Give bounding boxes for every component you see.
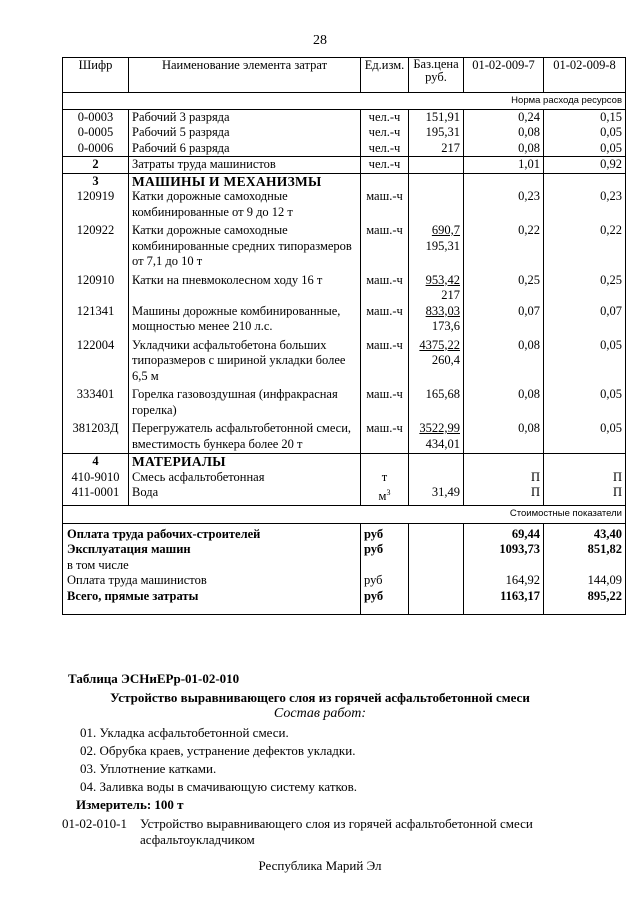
row-code: 0-0006 <box>63 141 129 157</box>
table-row <box>63 387 626 421</box>
row-price: 165,68 <box>409 387 464 421</box>
cost-label: Стоимостные показатели <box>63 505 626 523</box>
cost-row <box>63 505 626 523</box>
row-code: 381203Д <box>63 421 129 454</box>
row-value-2: 0,07 <box>544 304 626 338</box>
row-price <box>409 304 464 338</box>
row-unit: маш.-ч <box>361 189 409 223</box>
row-name: Рабочий 6 разряда <box>129 141 361 157</box>
row-code: 120922 <box>63 223 129 273</box>
table-row <box>63 223 626 273</box>
section-title: МАТЕРИАЛЫ <box>129 454 361 470</box>
row-unit: маш.-ч <box>361 338 409 388</box>
row-value-1: 0,07 <box>464 304 544 338</box>
summary-row <box>63 573 626 589</box>
table-row <box>63 141 626 157</box>
row-name: Затраты труда машинистов <box>129 157 361 174</box>
row-name: Смесь асфальтобетонная <box>129 470 361 486</box>
row-code: 120919 <box>63 189 129 223</box>
row-value-2: 0,05 <box>544 338 626 388</box>
row-price-operator: 195,31 <box>425 238 460 253</box>
row-code: 122004 <box>63 338 129 388</box>
resource-table <box>62 57 626 615</box>
row-price-operator: 173,6 <box>431 319 460 333</box>
footer-region: Республика Марий Эл <box>258 858 382 873</box>
summary-value-2: 851,82 <box>544 542 626 558</box>
row-code: 0-0005 <box>63 125 129 141</box>
summary-value-2: 43,40 <box>544 523 626 542</box>
row-price-operator: 217 <box>441 288 460 302</box>
summary-unit: руб <box>361 589 409 615</box>
norm-row <box>63 93 626 110</box>
header-price: Баз.цена руб. <box>409 58 464 93</box>
row-value-1: 1,01 <box>464 157 544 174</box>
row-value-2: 0,15 <box>544 109 626 125</box>
table-row <box>63 304 626 338</box>
row-value-1: 0,08 <box>464 141 544 157</box>
row-value-2: 0,23 <box>544 189 626 223</box>
row-unit: чел.-ч <box>361 125 409 141</box>
row-price <box>409 273 464 304</box>
row-price-machine: 833,03 <box>425 303 460 318</box>
summary-name: Оплата труда машинистов <box>63 573 361 589</box>
row-name: Перегружатель асфальтобетонной смеси, вместимость бункера более 20 т <box>129 421 361 454</box>
row-value-2: 0,05 <box>544 421 626 454</box>
header-unit: Ед.изм. <box>361 58 409 93</box>
row-price-machine: 953,42 <box>425 272 460 287</box>
row-price <box>409 223 464 273</box>
row-unit <box>361 485 409 505</box>
row-unit: т <box>361 470 409 486</box>
row-unit: чел.-ч <box>361 157 409 174</box>
row-value-2: П <box>544 485 626 505</box>
row-value-1: 0,25 <box>464 273 544 304</box>
table-row <box>63 338 626 388</box>
row-unit-base: м <box>378 489 387 504</box>
header-col2: 01-02-009-8 <box>544 58 626 93</box>
row-value-1: П <box>464 470 544 486</box>
summary-name: в том числе <box>63 558 361 574</box>
row-price <box>409 338 464 388</box>
row-unit: маш.-ч <box>361 304 409 338</box>
row-code: 411-0001 <box>63 485 129 505</box>
row-unit: маш.-ч <box>361 273 409 304</box>
summary-row <box>63 523 626 542</box>
header-code: Шифр <box>63 58 129 93</box>
table-header-row <box>63 58 626 93</box>
summary-value-1: 69,44 <box>464 523 544 542</box>
row-price: 31,49 <box>409 485 464 505</box>
row-name: Вода <box>129 485 361 505</box>
item-description: Устройство выравнивающего слоя из горячей асфальтобетонной смеси асфальтоукладчиком <box>140 816 533 847</box>
summary-row <box>63 542 626 558</box>
table-row <box>63 421 626 454</box>
table-row <box>63 125 626 141</box>
row-name: Катки на пневмоколесном ходу 16 т <box>129 273 361 304</box>
row-price-machine: 3522,99 <box>419 421 460 435</box>
row-name: Укладчики асфальтобетона больших типоразмеров с шириной укладки более 6,5 м <box>129 338 361 388</box>
row-value-1: 0,23 <box>464 189 544 223</box>
table-row <box>63 485 626 505</box>
row-unit: чел.-ч <box>361 109 409 125</box>
summary-value-2: 144,09 <box>544 573 626 589</box>
row-price-machine: 690,7 <box>431 223 460 237</box>
row-price-operator: 260,4 <box>431 353 460 367</box>
summary-name: Оплата труда рабочих-строителей <box>63 523 361 542</box>
measure-unit: Измеритель: 100 т <box>76 797 184 812</box>
row-name: Рабочий 5 разряда <box>129 125 361 141</box>
row-price-machine: 4375,22 <box>419 337 460 352</box>
summary-value-1: 1163,17 <box>464 589 544 615</box>
summary-unit: руб <box>361 542 409 558</box>
summary-name: Эксплуатация машин <box>63 542 361 558</box>
row-value-1: 0,08 <box>464 421 544 454</box>
header-name: Наименование элемента затрат <box>129 58 361 93</box>
row-value-2: П <box>544 470 626 486</box>
table-row <box>63 109 626 125</box>
row-code: 333401 <box>63 387 129 421</box>
row-price: 217 <box>409 141 464 157</box>
row-unit-sup: 3 <box>386 488 391 497</box>
row-name: Горелка газовоздушная (инфракрасная горелка) <box>129 387 361 421</box>
summary-value-1: 164,92 <box>464 573 544 589</box>
section-title: МАШИНЫ И МЕХАНИЗМЫ <box>129 173 361 189</box>
table-row <box>63 470 626 486</box>
row-value-1: 0,08 <box>464 387 544 421</box>
row-name: Рабочий 3 разряда <box>129 109 361 125</box>
section-row <box>63 454 626 470</box>
header-col1: 01-02-009-7 <box>464 58 544 93</box>
summary-row <box>63 589 626 615</box>
summary-row <box>63 558 626 574</box>
row-value-1: 0,08 <box>464 338 544 388</box>
row-value-2: 0,05 <box>544 387 626 421</box>
row-value-1: 0,08 <box>464 125 544 141</box>
work-item: 04. Заливка воды в смачивающую систему катков. <box>80 779 358 794</box>
row-code: 410-9010 <box>63 470 129 486</box>
row-name: Катки дорожные самоходные комбинированные от 9 до 12 т <box>129 189 361 223</box>
row-price: 151,91 <box>409 109 464 125</box>
section-row <box>63 173 626 189</box>
summary-name: Всего, прямые затраты <box>63 589 361 615</box>
page-number: 28 <box>313 33 327 48</box>
row-value-1: П <box>464 485 544 505</box>
row-value-1: 0,24 <box>464 109 544 125</box>
summary-value-2: 895,22 <box>544 589 626 615</box>
table-title: Таблица ЭСНиЕРр-01-02-010 <box>68 671 240 686</box>
work-item: 03. Уплотнение катками. <box>80 761 217 776</box>
row-value-1: 0,22 <box>464 223 544 273</box>
row-price-operator: 434,01 <box>425 436 460 451</box>
item-code: 01-02-010-1 <box>62 816 127 831</box>
summary-unit: руб <box>361 573 409 589</box>
row-name: Машины дорожные комбинированные, мощностью менее 210 л.с. <box>129 304 361 338</box>
row-unit: маш.-ч <box>361 421 409 454</box>
section-code: 4 <box>63 454 129 470</box>
table-row <box>63 273 626 304</box>
row-unit: маш.-ч <box>361 223 409 273</box>
work-heading: Состав работ: <box>273 706 367 721</box>
table-row <box>63 157 626 174</box>
row-code: 120910 <box>63 273 129 304</box>
row-unit: чел.-ч <box>361 141 409 157</box>
table-subtitle: Устройство выравнивающего слоя из горячей асфальтобетонной смеси <box>110 690 530 705</box>
row-value-2: 0,22 <box>544 223 626 273</box>
row-price <box>409 421 464 454</box>
norm-label: Норма расхода ресурсов <box>63 93 626 110</box>
row-code: 121341 <box>63 304 129 338</box>
row-unit: маш.-ч <box>361 387 409 421</box>
summary-unit: руб <box>361 523 409 542</box>
section-code: 3 <box>63 173 129 189</box>
row-code: 0-0003 <box>63 109 129 125</box>
row-value-2: 0,92 <box>544 157 626 174</box>
row-price: 195,31 <box>409 125 464 141</box>
row-code: 2 <box>63 157 129 174</box>
row-value-2: 0,25 <box>544 273 626 304</box>
summary-value-1: 1093,73 <box>464 542 544 558</box>
row-value-2: 0,05 <box>544 141 626 157</box>
work-item: 02. Обрубка краев, устранение дефектов укладки. <box>80 743 356 758</box>
row-value-2: 0,05 <box>544 125 626 141</box>
work-item: 01. Укладка асфальтобетонной смеси. <box>80 725 289 740</box>
table-row <box>63 189 626 223</box>
row-name: Катки дорожные самоходные комбинированные средних типоразмеров от 7,1 до 10 т <box>129 223 361 273</box>
